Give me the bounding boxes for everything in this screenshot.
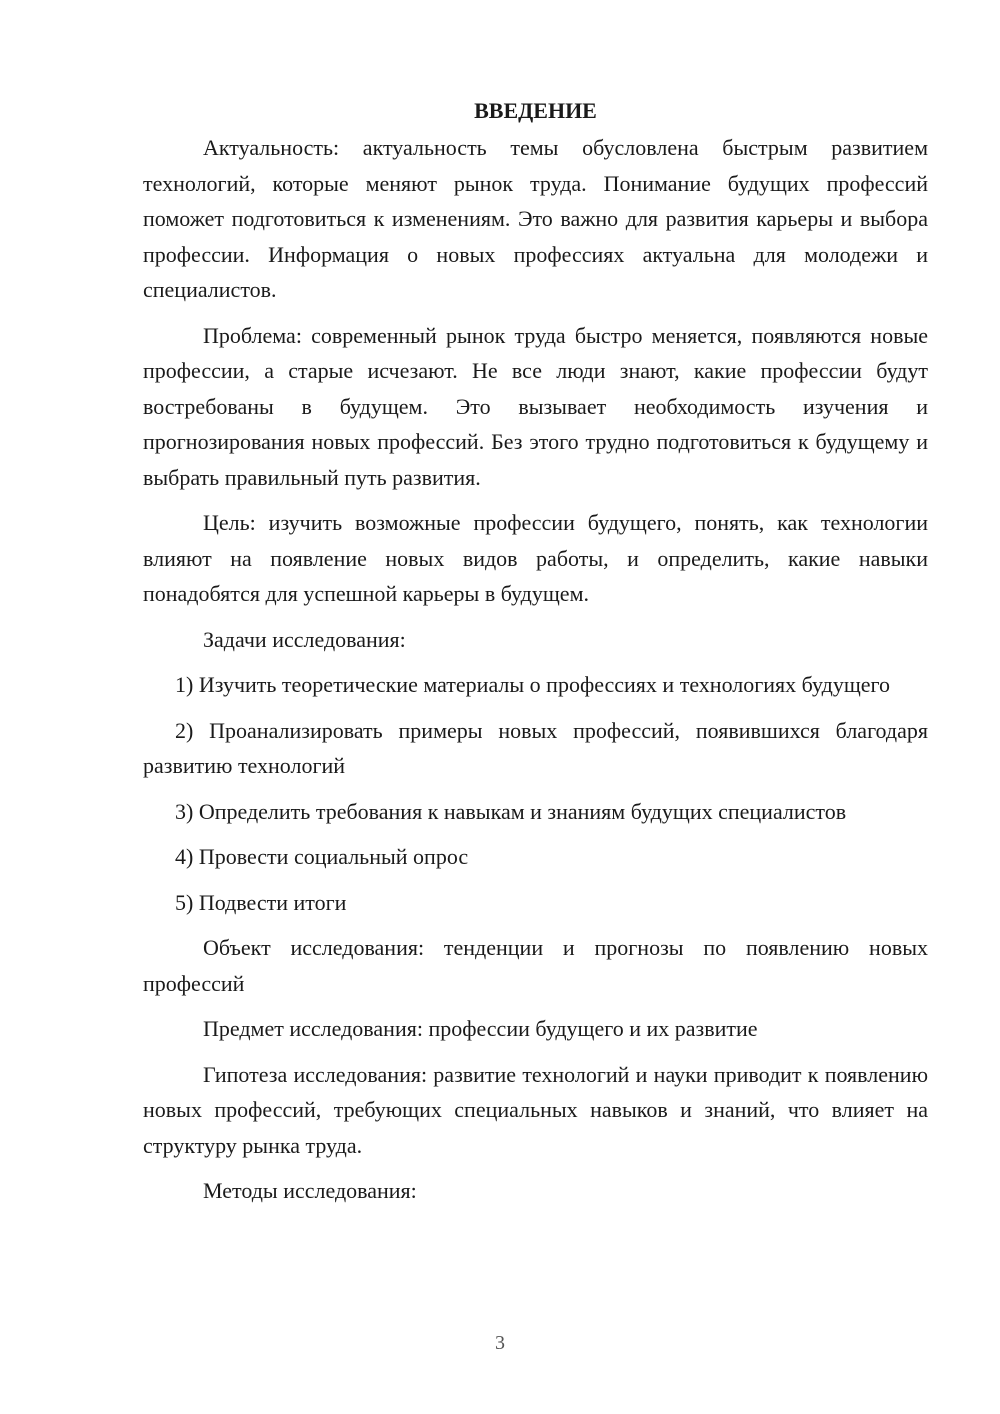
methods-title: Методы исследования: [203, 1178, 417, 1203]
tasks-title: Задачи исследования: [203, 626, 406, 652]
task-item: 3) Определить требования к навыкам и знаниям будущих специалистов [175, 798, 847, 824]
problem-paragraph: Проблема: современный рынок труда быстро меняется, появляются новые профессии, а старые исчезают. Не все люди знают, какие профессии будут востребованы в будущем. Это вызывает необходимость изучения и прогнозирования новых профессий. Без этого трудно подготовиться к будущему и выбрать правильный путь развития. [143, 322, 928, 490]
relevance-paragraph: Актуальность: актуальность темы обусловлена быстрым развитием технологий, которые меняют рынок труда. Понимание будущих профессий поможет подготовиться к изменениям. Это важно для развития карьеры и выбора профессии. Информация о новых профессиях актуальна для молодежи и специалистов. [143, 135, 928, 302]
task-item: 4) Провести социальный опрос [175, 844, 469, 869]
subject-paragraph: Предмет исследования: профессии будущего и их развитие [203, 1016, 758, 1041]
page-title: ВВЕДЕНИЕ [474, 98, 597, 123]
task-item: 5) Подвести итоги [175, 889, 347, 915]
document-page [143, 96, 928, 1209]
task-item: 2) Проанализировать примеры новых профессий, появившихся благодаря развитию технологий [143, 717, 928, 778]
hypothesis-paragraph: Гипотеза исследования: развитие технологий и науки приводит к появлению новых профессий, требующих специальных навыков и знаний, что влияет на структуру рынка труда. [143, 1061, 928, 1158]
task-item: 1) Изучить теоретические материалы о профессиях и технологиях будущего [175, 672, 891, 697]
goal-paragraph: Цель: изучить возможные профессии будущего, понять, как технологии влияют на появление новых видов работы, и определить, какие навыки понадобятся для успешной карьеры в будущем. [143, 510, 928, 606]
object-paragraph: Объект исследования: тенденции и прогнозы по появлению новых профессий [143, 935, 928, 996]
page-number: 3 [495, 1332, 505, 1354]
